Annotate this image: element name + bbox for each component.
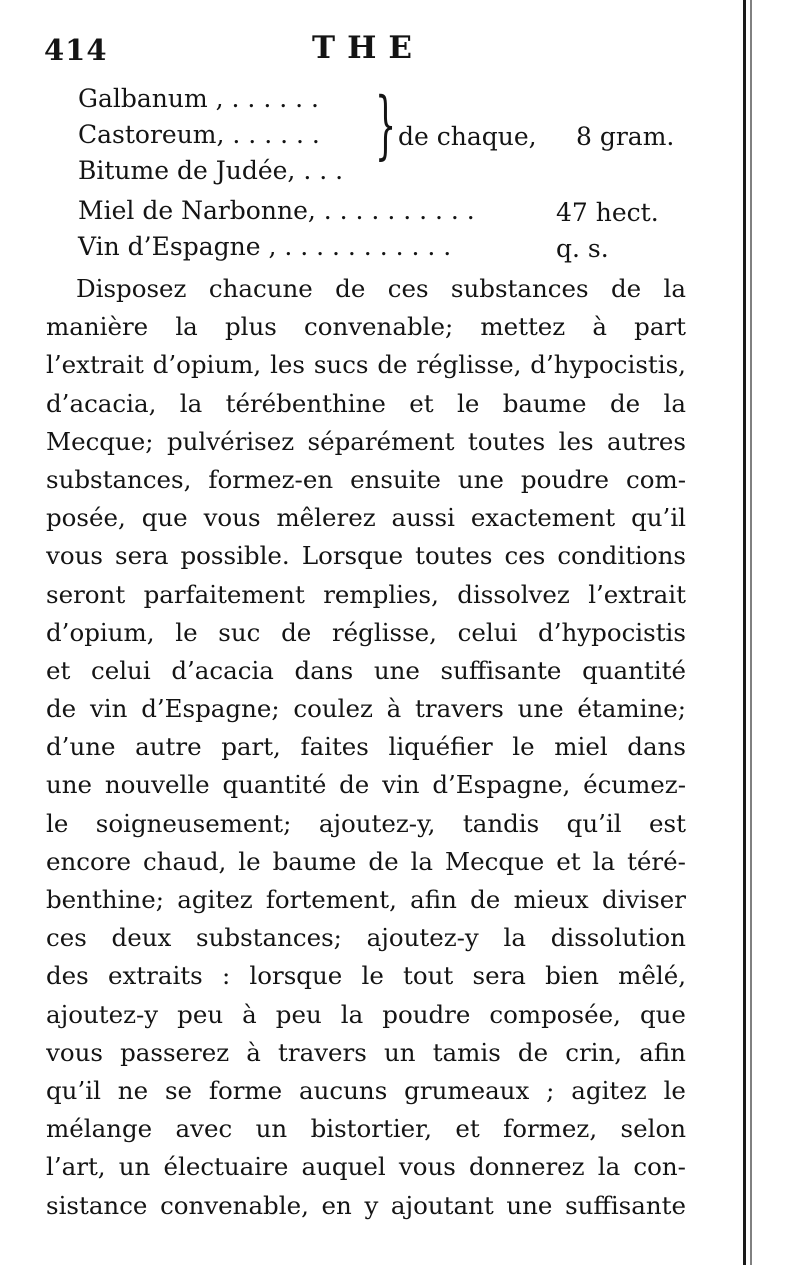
text-line: ces deux substances; ajoutez-y la dissolution: [46, 923, 686, 953]
text-line: et celui d’acacia dans une suffisante quantité: [46, 655, 686, 685]
body-paragraph: [46, 270, 686, 1225]
quantity-miel: 47 hect.: [556, 198, 659, 227]
page-number: 414: [44, 33, 108, 67]
text-line: ajoutez-y peu à peu la poudre composée, que: [46, 999, 686, 1029]
ingredient-bitume: Bitume de Judée, . . .: [78, 156, 344, 185]
page-edge-shadow: [750, 0, 752, 1265]
text-line: de vin d’Espagne; coulez à travers une étamine;: [46, 694, 686, 724]
brace-note: de chaque,: [398, 122, 537, 151]
text-line: sistance convenable, en y ajoutant une suffisante: [46, 1190, 686, 1220]
text-line: l’extrait d’opium, les sucs de réglisse, d’hypocistis,: [46, 350, 686, 380]
ingredient-vin: Vin d’Espagne , . . . . . . . . . . .: [78, 232, 452, 261]
page-edge-line: [743, 0, 746, 1265]
ingredient-galbanum: Galbanum , . . . . . .: [78, 84, 319, 113]
text-line: benthine; agitez fortement, afin de mieux diviser: [46, 885, 686, 914]
text-line: encore chaud, le baume de la Mecque et la téré-: [46, 846, 686, 876]
text-line: d’une autre part, faites liquéfier le miel dans: [46, 732, 686, 762]
ingredient-castoreum: Castoreum, . . . . . .: [78, 120, 320, 149]
text-line: d’acacia, la térébenthine et le baume de la: [46, 388, 686, 418]
text-line: d’opium, le suc de réglisse, celui d’hypocistis: [46, 617, 686, 647]
text-line: seront parfaitement remplies, dissolvez l’extrait: [46, 579, 686, 609]
text-line: vous passerez à travers un tamis de crin, afin: [46, 1037, 686, 1067]
text-line: vous sera possible. Lorsque toutes ces conditions: [46, 541, 686, 571]
text-line: substances, formez-en ensuite une poudre com-: [46, 464, 686, 494]
quantity-vin: q. s.: [556, 234, 609, 263]
text-line: Mecque; pulvérisez séparément toutes les autres: [46, 426, 686, 456]
text-line: une nouvelle quantité de vin d’Espagne, écumez-: [46, 770, 686, 800]
running-head: THE: [312, 30, 424, 66]
text-line: posée, que vous mêlerez aussi exactement qu’il: [46, 503, 686, 533]
text-line: des extraits : lorsque le tout sera bien mêlé,: [46, 961, 686, 991]
grouping-brace: }: [375, 82, 397, 168]
text-line: le soigneusement; ajoutez-y, tandis qu’il est: [46, 808, 686, 838]
text-line: manière la plus convenable; mettez à part: [46, 312, 686, 342]
text-line: Disposez chacune de ces substances de la: [76, 274, 686, 303]
brace-quantity: 8 gram.: [576, 122, 675, 151]
text-line: l’art, un électuaire auquel vous donnerez la con-: [46, 1152, 686, 1182]
ingredient-miel: Miel de Narbonne, . . . . . . . . . .: [78, 196, 475, 225]
text-line: qu’il ne se forme aucuns grumeaux ; agitez le: [46, 1075, 686, 1105]
text-line: mélange avec un bistortier, et formez, selon: [46, 1114, 686, 1144]
